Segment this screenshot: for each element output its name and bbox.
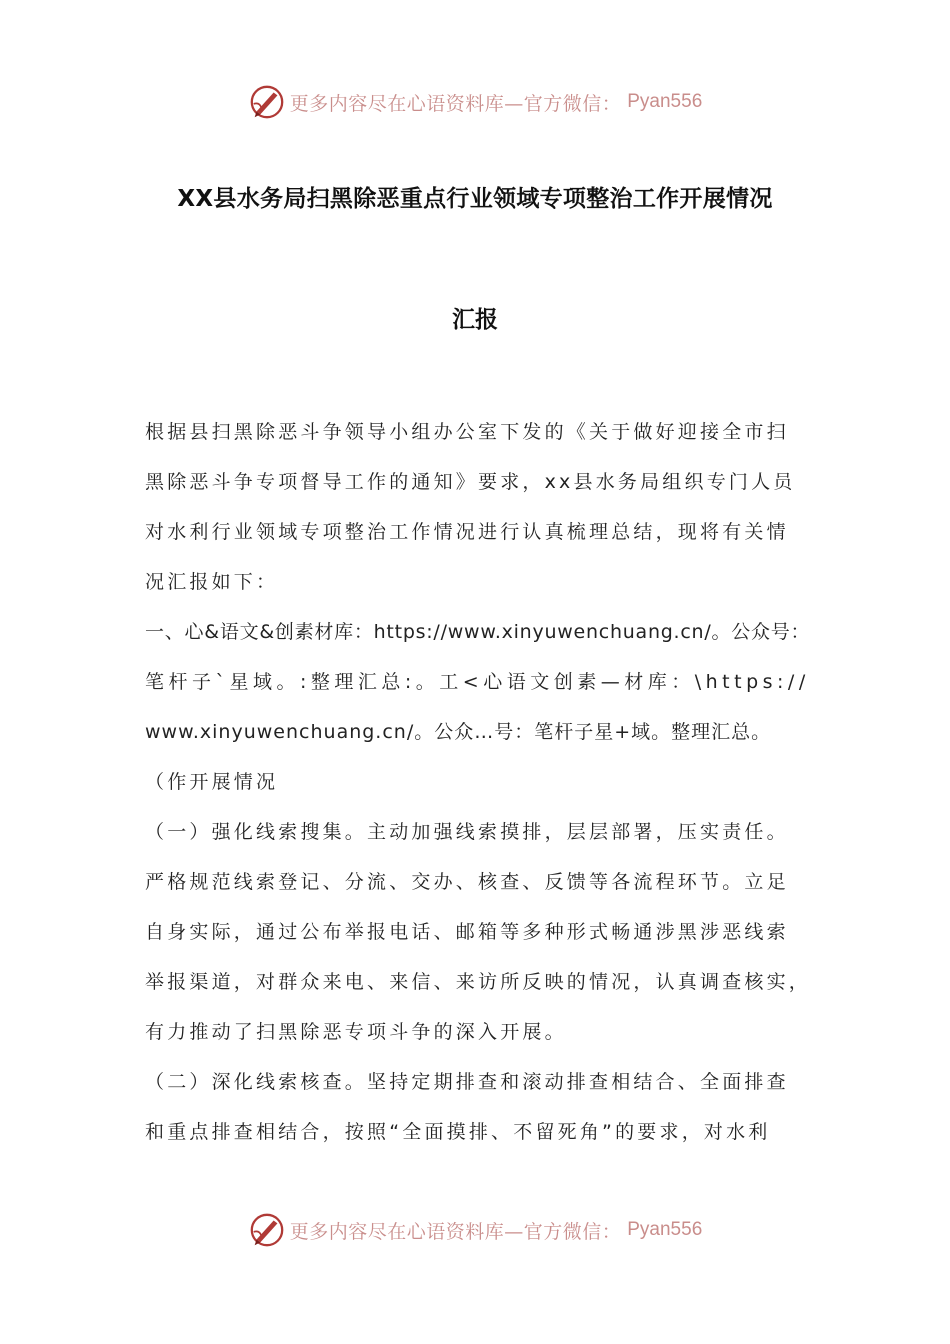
watermark-text: 更多内容尽在心语资料库—官方微信： xyxy=(289,92,622,115)
watermark-wechat-id: Pyan556 xyxy=(627,1219,703,1240)
watermark-wechat-id: Pyan556 xyxy=(627,91,703,112)
watermark-text: 更多内容尽在心语资料库—官方微信： xyxy=(289,1220,622,1243)
body-line: 根据县扫黑除恶斗争领导小组办公室下发的《关于做好迎接全市扫 xyxy=(145,421,789,443)
body-line: 严格规范线索登记、分流、交办、核查、反馈等各流程环节。立足 xyxy=(145,871,789,893)
body-line: （作开展情况 xyxy=(145,771,279,793)
body-line: 对水利行业领域专项整治工作情况进行认真梳理总结，现将有关情 xyxy=(145,521,789,543)
body-line: 笔杆子`星域。:整理汇总:。工<心语文创素—材库：\https:// xyxy=(145,671,810,693)
body-line: 自身实际，通过公布举报电话、邮箱等多种形式畅通涉黑涉恶线索 xyxy=(145,921,789,943)
body-line: （二）深化线索核查。坚持定期排查和滚动排查相结合、全面排查 xyxy=(145,1071,789,1093)
body-line: 举报渠道，对群众来电、来信、来访所反映的情况，认真调查核实， xyxy=(145,971,812,993)
document-title-line-1: XX县水务局扫黑除恶重点行业领域专项整治工作开展情况 xyxy=(177,186,773,212)
watermark-banner-top xyxy=(0,80,950,124)
body-line: 和重点排查相结合，按照“全面摸排、不留死角”的要求，对水利 xyxy=(145,1121,771,1143)
watermark-banner-bottom xyxy=(0,1208,950,1252)
body-line: （一）强化线索搜集。主动加强线索摸排，层层部署，压实责任。 xyxy=(145,821,789,843)
body-line: 有力推动了扫黑除恶专项斗争的深入开展。 xyxy=(145,1021,567,1043)
body-line: 一、心&语文&创素材库：https://www.xinyuwenchuang.cn/。公众号： xyxy=(145,621,811,643)
body-line: 黑除恶斗争专项督导工作的通知》要求，xx县水务局组织专门人员 xyxy=(145,471,796,493)
body-line: www.xinyuwenchuang.cn/。公众…号：笔杆子星+域。整理汇总。 xyxy=(145,721,772,743)
pen-logo-icon xyxy=(248,1211,286,1249)
body-line: 况汇报如下： xyxy=(145,571,279,593)
pen-logo-icon xyxy=(248,83,286,121)
document-title-line-2: 汇报 xyxy=(452,307,498,333)
